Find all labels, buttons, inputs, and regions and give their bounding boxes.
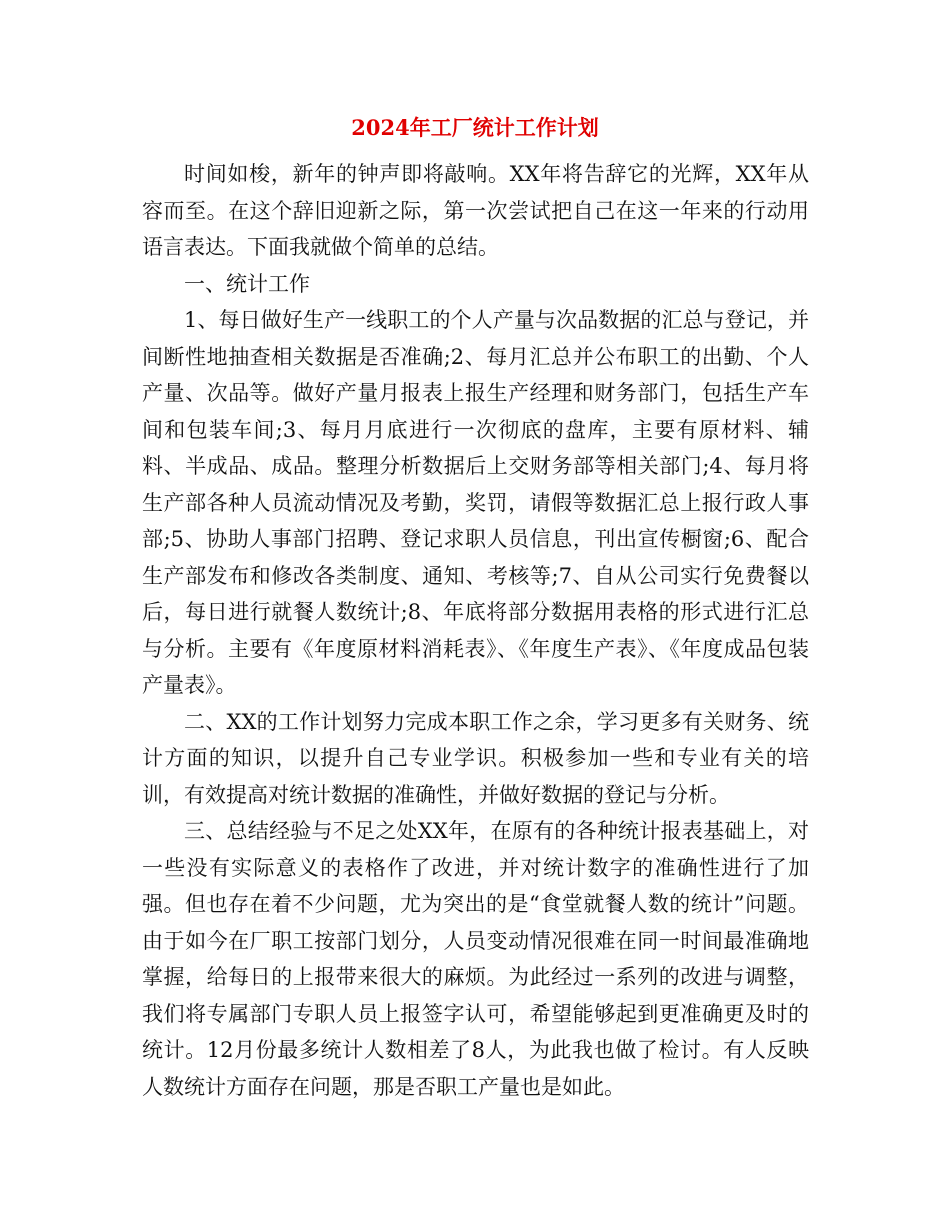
paragraph-work-plan: 二、XX的工作计划努力完成本职工作之余，学习更多有关财务、统计方面的知识，以提升自己专业学识。积极参加一些和专业有关的培训，有效提高对统计数据的准确性，并做好数据的登记与分析。 — [142, 709, 809, 807]
paragraph-summary: 三、总结经验与不足之处XX年，在原有的各种统计报表基础上，对一些没有实际意义的表格作了改进，并对统计数字的准确性进行了加强。但也存在着不少问题，尤为突出的是“食堂就餐人数的统计”问题。由于如今在厂职工按部门划分，人员变动情况很难在同一时间最准确地掌握，给每日的上报带来很大的麻烦。为此经过一系列的改进与调整，我们将专属部门专职人员上报签字认可，希望能够起到更准确更及时的统计。12月份最多统计人数相差了8人，为此我也做了检讨。有人反映人数统计方面存在问题，那是否职工产量也是如此。 — [142, 819, 809, 1099]
paragraph-intro: 时间如梭，新年的钟声即将敲响。XX年将告辞它的光辉，XX年从容而至。在这个辞旧迎新之际，第一次尝试把自己在这一年来的行动用语言表达。下面我就做个简单的总结。 — [142, 162, 809, 259]
document-title: 2024年工厂统计工作计划 — [351, 115, 599, 140]
paragraph-statistics-work: 1、每日做好生产一线职工的个人产量与次品数据的汇总与登记，并间断性地抽查相关数据是否准确;2、每月汇总并公布职工的出勤、个人产量、次品等。做好产量月报表上报生产经理和财务部门，包括生产车间和包装车间;3、每月月底进行一次彻底的盘库，主要有原材料、辅料、半成品、成品。整理分析数据后上交财务部等相关部门;4、每月将生产部各种人员流动情况及考勤，奖罚，请假等数据汇总上报行政人事部;5、协助人事部门招聘、登记求职人员信息，刊出宣传橱窗;6、配合生产部发布和修改各类制度、通知、考核等;7、自从公司实行免费餐以后，每日进行就餐人数统计;8、年底将部分数据用表格的形式进行汇总与分析。主要有《年度原材料消耗表》、《年度生产表》、《年度成品包装产量表》。 — [142, 308, 809, 697]
document-body — [142, 156, 809, 1105]
paragraph-section-1-heading: 一、统计工作 — [184, 271, 310, 296]
